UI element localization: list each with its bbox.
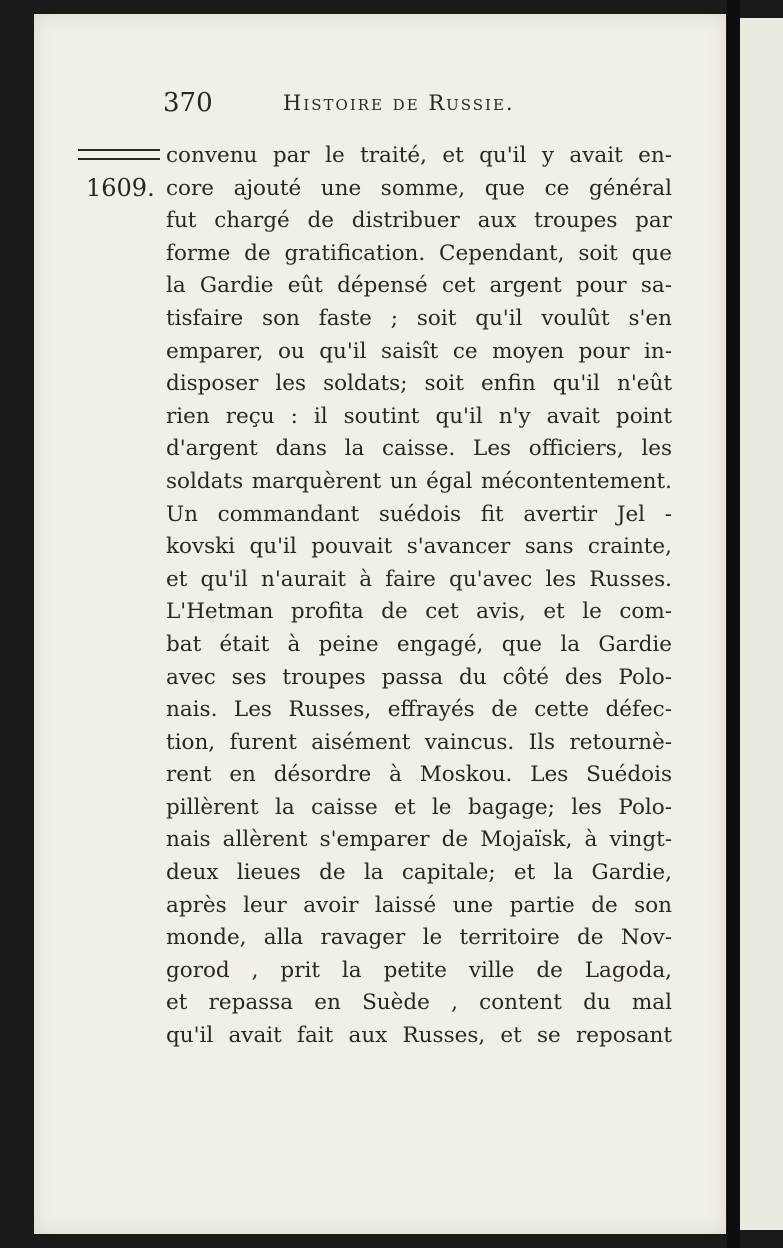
- text-line: tisfaire son faste ; soit qu'il voulût s'en: [166, 305, 672, 331]
- text-line: pillèrent la caisse et le bagage; les Polo-: [166, 794, 672, 820]
- text-line: fut chargé de distribuer aux troupes par: [166, 208, 672, 234]
- body-text: [166, 140, 672, 1053]
- text-line: avec ses troupes passa du côté des Polo-: [166, 664, 672, 690]
- text-line: soldats marquèrent un égal mécontentement.: [166, 468, 672, 494]
- text-line: gorod , prit la petite ville de Lagoda,: [166, 957, 672, 983]
- text-line: bat était à peine engagé, que la Gardie: [166, 631, 672, 657]
- text-line: L'Hetman profita de cet avis, et le com-: [166, 599, 672, 625]
- text-line: rent en désordre à Moskou. Les Suédois: [166, 762, 672, 788]
- text-line: d'argent dans la caisse. Les officiers, les: [166, 436, 672, 462]
- book-spine: [727, 0, 740, 1248]
- text-line: rien reçu : il soutint qu'il n'y avait point: [166, 403, 672, 429]
- margin-year: 1609.: [86, 174, 155, 202]
- text-line: Un commandant suédois fit avertir Jel -: [166, 501, 672, 527]
- text-line: la Gardie eût dépensé cet argent pour sa-: [166, 273, 672, 299]
- page-header: [163, 88, 683, 128]
- text-line: qu'il avait fait aux Russes, et se reposant: [166, 1023, 672, 1049]
- text-line: kovski qu'il pouvait s'avancer sans crainte,: [166, 534, 672, 560]
- text-line: emparer, ou qu'il saisît ce moyen pour in-: [166, 338, 672, 364]
- adjacent-page-edge: [740, 18, 783, 1230]
- text-line: forme de gratification. Cependant, soit que: [166, 240, 672, 266]
- text-line: tion, furent aisément vaincus. Ils retournè-: [166, 729, 672, 755]
- text-line: et repassa en Suède , content du mal: [166, 990, 672, 1016]
- text-line: convenu par le traité, et qu'il y avait en-: [166, 143, 672, 168]
- text-line: core ajouté une somme, que ce général: [166, 175, 672, 201]
- text-line: deux lieues de la capitale; et la Gardie,: [166, 860, 672, 886]
- text-line: et qu'il n'aurait à faire qu'avec les Russes.: [166, 566, 672, 592]
- running-title: Histoire de Russie.: [283, 91, 515, 115]
- text-line: nais allèrent s'emparer de Mojaïsk, à vingt-: [166, 827, 672, 853]
- text-line: nais. Les Russes, effrayés de cette défec-: [166, 697, 672, 723]
- text-line: après leur avoir laissé une partie de son: [166, 892, 672, 918]
- text-line: disposer les soldats; soit enfin qu'il n'eût: [166, 371, 672, 397]
- page-number: 370: [163, 88, 213, 118]
- double-rule: [78, 149, 160, 160]
- text-line: monde, alla ravager le territoire de Nov-: [166, 925, 672, 951]
